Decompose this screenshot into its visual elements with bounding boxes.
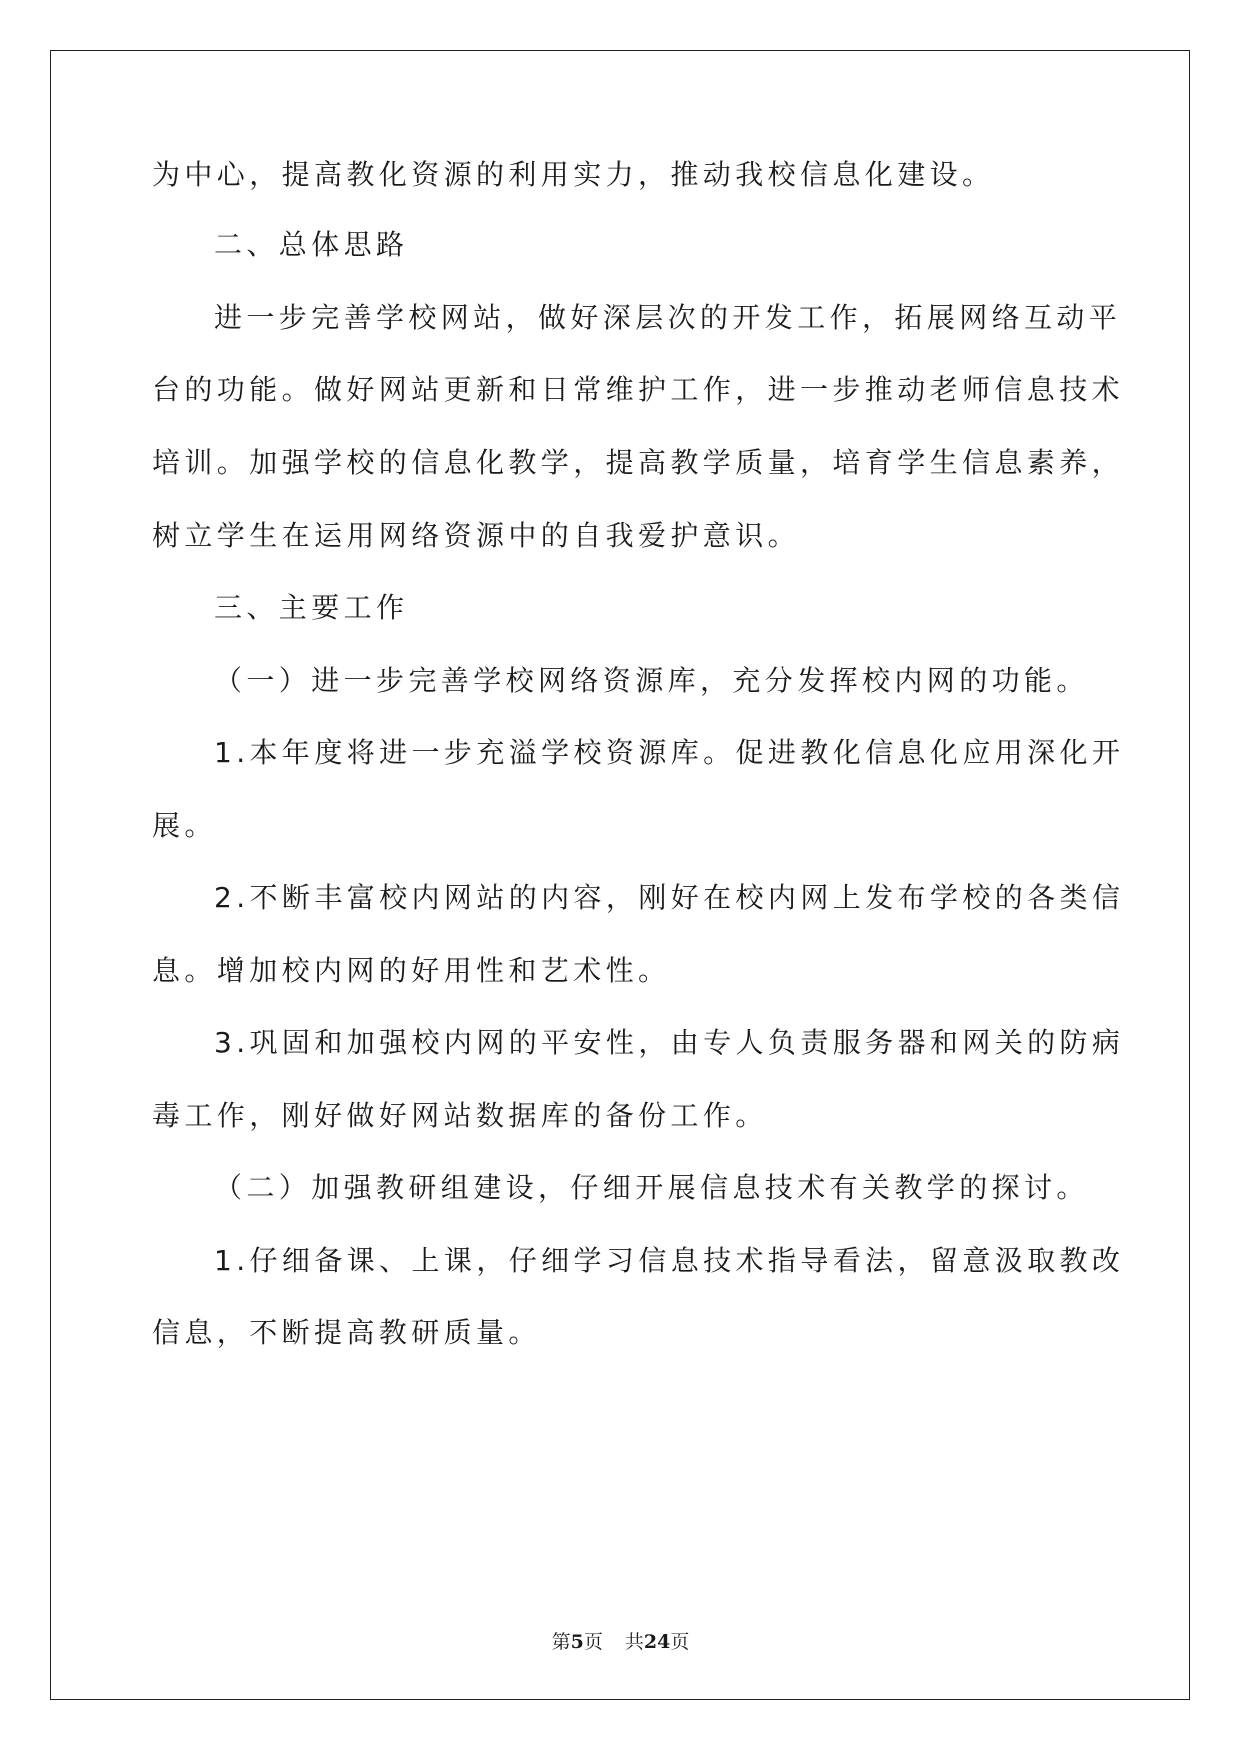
text-line: 为中心，提高教化资源的利用实力，推动我校信息化建设。 <box>152 158 995 191</box>
text-line: 1.仔细备课、上课，仔细学习信息技术指导看法，留意汲取教改 <box>214 1244 1125 1277</box>
text-line: 台的功能。做好网站更新和日常维护工作，进一步推动老师信息技术 <box>152 373 1125 406</box>
subsection-heading: （一）进一步完善学校网络资源库，充分发挥校内网的功能。 <box>214 664 1089 697</box>
text-line: 培训。加强学校的信息化教学，提高教学质量，培育学生信息素养， <box>152 446 1125 479</box>
text-line: 1.本年度将进一步充溢学校资源库。促进教化信息化应用深化开 <box>214 736 1125 769</box>
section-heading: 三、主要工作 <box>214 591 409 624</box>
total-label-suffix: 页 <box>670 1631 690 1653</box>
page-footer <box>0 1630 1241 1654</box>
text-line: 进一步完善学校网站，做好深层次的开发工作，拓展网络互动平 <box>214 301 1122 334</box>
text-line: 3.巩固和加强校内网的平安性，由专人负责服务器和网关的防病 <box>214 1026 1125 1059</box>
total-pages: 24 <box>643 1631 671 1653</box>
text-line: 信息，不断提高教研质量。 <box>152 1316 541 1349</box>
section-heading: 二、总体思路 <box>214 228 409 261</box>
text-line: 展。 <box>152 809 217 842</box>
text-line: 树立学生在运用网络资源中的自我爱护意识。 <box>152 519 801 552</box>
page-number: 5 <box>570 1631 584 1653</box>
subsection-heading: （二）加强教研组建设，仔细开展信息技术有关教学的探讨。 <box>214 1171 1089 1204</box>
text-line: 2.不断丰富校内网站的内容，刚好在校内网上发布学校的各类信 <box>214 881 1125 914</box>
text-line: 息。增加校内网的好用性和艺术性。 <box>152 954 671 987</box>
text-line: 毒工作，刚好做好网站数据库的备份工作。 <box>152 1099 768 1132</box>
total-label-prefix: 共 <box>624 1631 644 1653</box>
page-label-suffix: 页 <box>583 1631 603 1653</box>
page-label-prefix: 第 <box>551 1631 571 1653</box>
